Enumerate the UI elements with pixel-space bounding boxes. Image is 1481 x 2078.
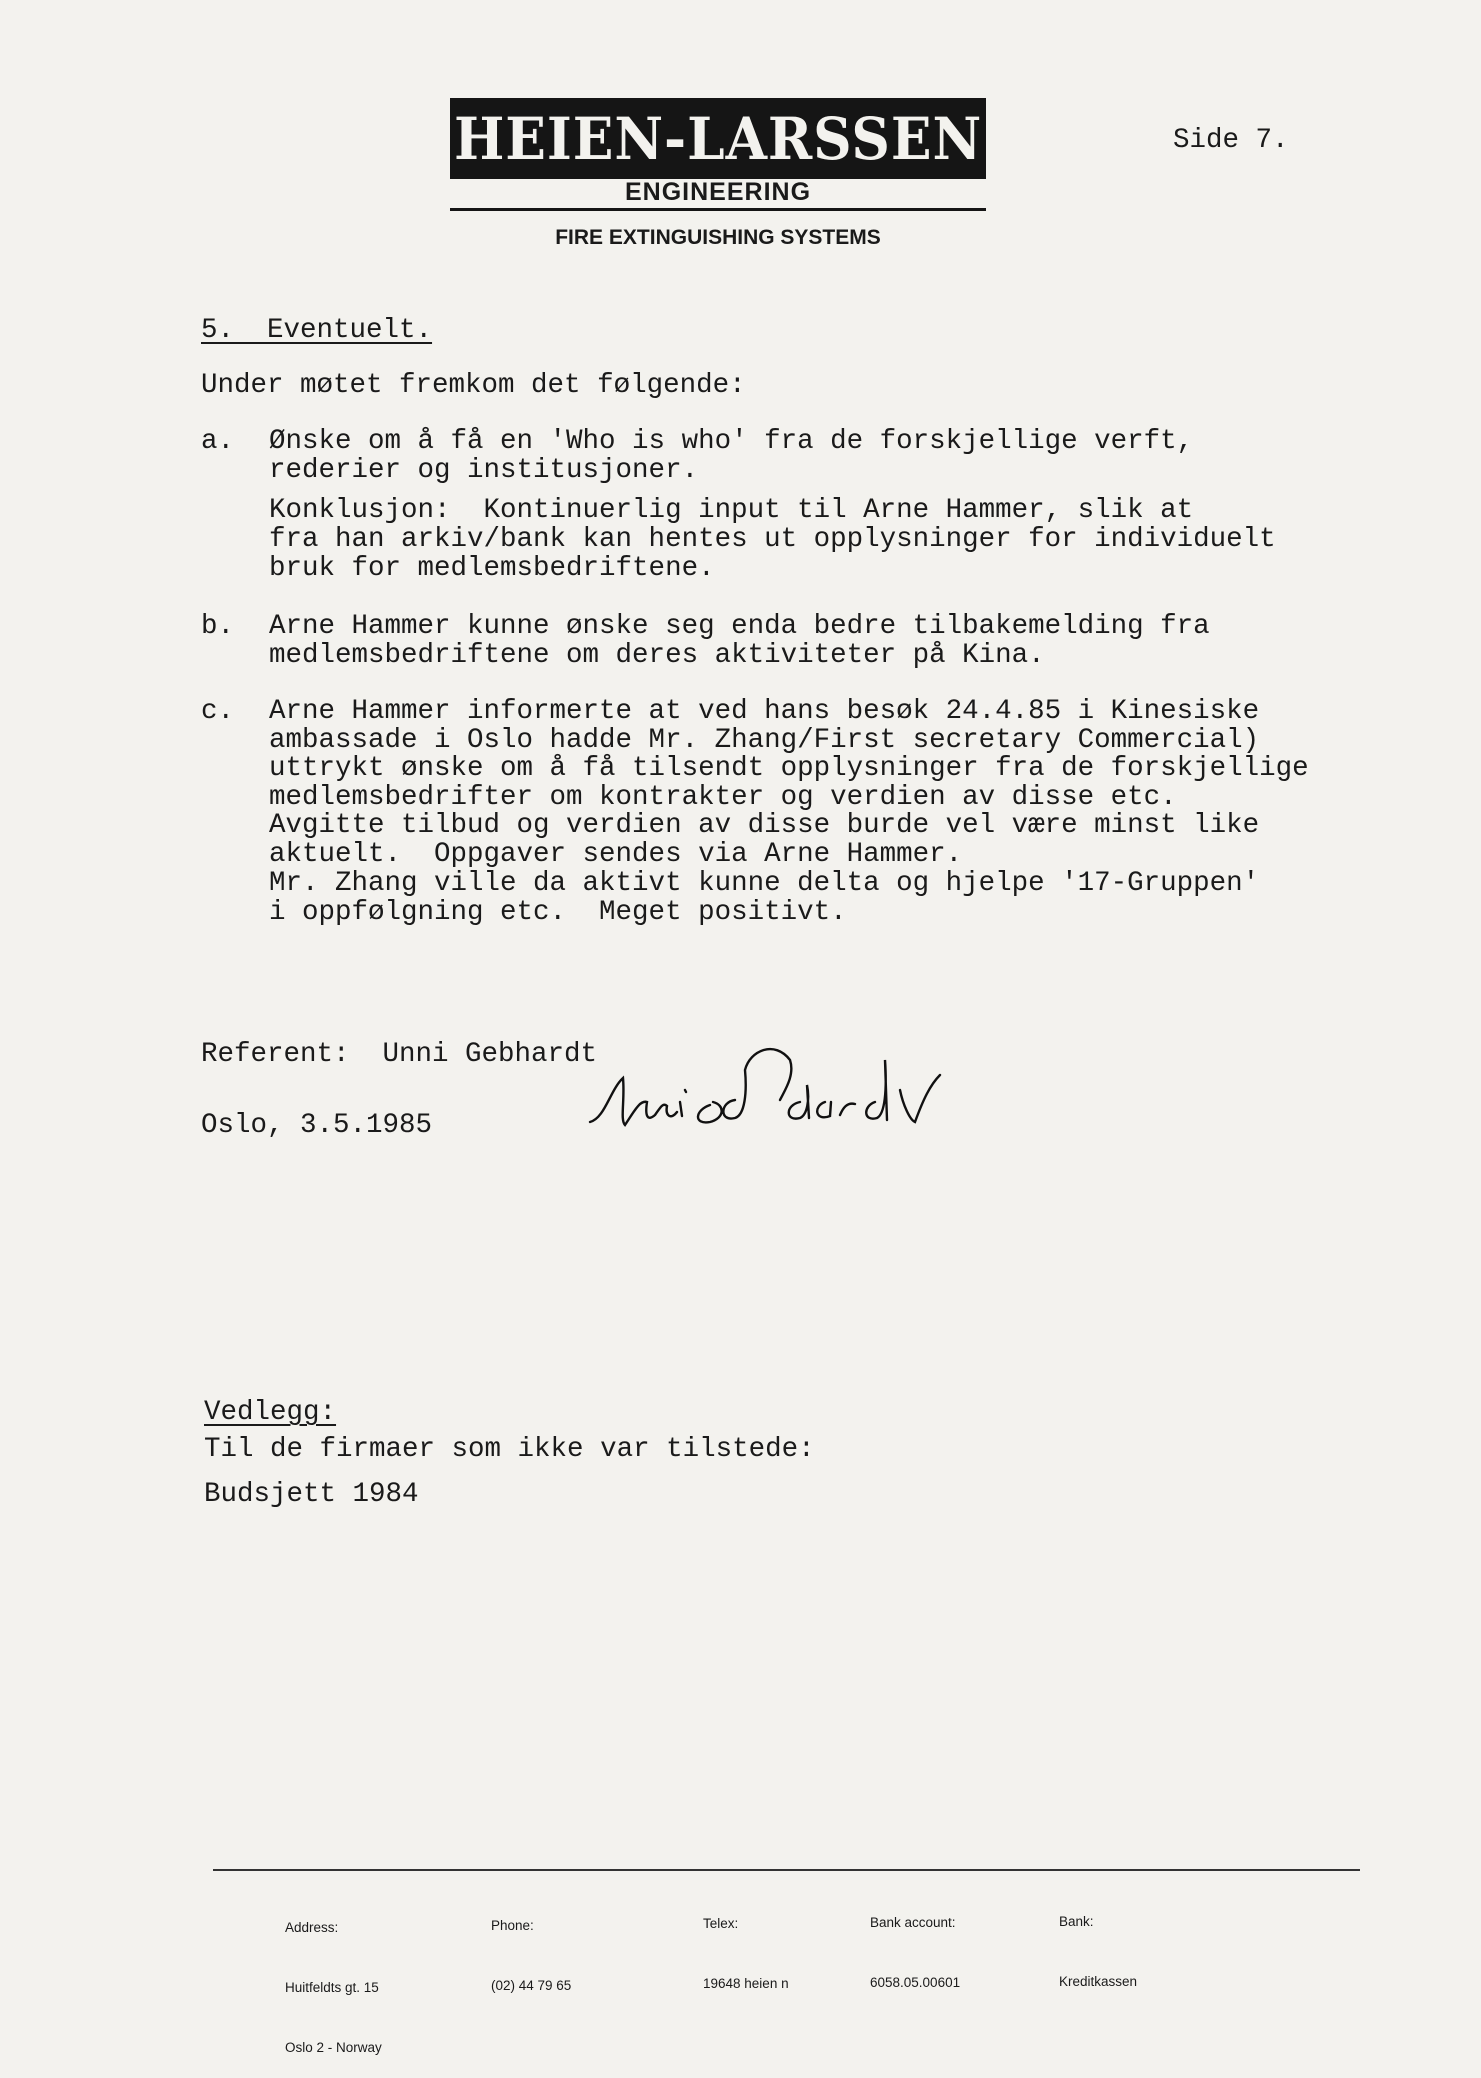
- footer-bank-account: [870, 1873, 960, 2013]
- item-line: Mr. Zhang ville da aktivt kunne delta og hjelpe '17-Gruppen': [269, 868, 1260, 899]
- item-line: rederier og institusjoner.: [269, 455, 699, 486]
- attachment-line: Budsjett 1984: [204, 1479, 419, 1510]
- footer-value: 19648 heien n: [703, 1976, 789, 1991]
- logo-rule: [450, 208, 986, 211]
- conclusion-line: fra han arkiv/bank kan hentes ut opplysninger for individuelt: [269, 524, 1276, 555]
- footer-phone: [491, 1876, 571, 2016]
- item-line: Arne Hammer informerte at ved hans besøk 24.4.85 i Kinesiske: [269, 696, 1260, 727]
- footer-telex: [703, 1874, 789, 2014]
- item-marker: b.: [201, 611, 235, 642]
- footer-label: Bank:: [1059, 1914, 1094, 1929]
- conclusion-line: Konklusjon: Kontinuerlig input til Arne Hammer, slik at: [269, 495, 1194, 526]
- referent: Referent: Unni Gebhardt: [201, 1039, 598, 1070]
- item-line: medlemsbedrifter om kontrakter og verdien av disse etc.: [269, 782, 1177, 813]
- place-date: Oslo, 3.5.1985: [201, 1110, 433, 1141]
- item-line: uttrykt ønske om å få tilsendt opplysninger fra de forskjellige: [269, 753, 1309, 784]
- section-intro: Under møtet fremkom det følgende:: [201, 370, 746, 401]
- item-line: medlemsbedriftene om deres aktiviteter på Kina.: [269, 640, 1045, 671]
- footer-address: [285, 1878, 382, 2078]
- conclusion-line: bruk for medlemsbedriftene.: [269, 553, 715, 584]
- logo-tagline: FIRE EXTINGUISHING SYSTEMS: [555, 226, 881, 249]
- signature: [585, 1030, 1035, 1140]
- footer-label: Address:: [285, 1920, 339, 1935]
- footer-bank: [1059, 1872, 1137, 2012]
- footer-label: Telex:: [703, 1916, 739, 1931]
- page-number: Side 7.: [1173, 125, 1289, 156]
- footer-rule: [213, 1869, 1360, 1871]
- footer-value: Kreditkassen: [1059, 1974, 1138, 1989]
- footer-value: (02) 44 79 65: [491, 1978, 572, 1993]
- attachments-heading: Vedlegg:: [204, 1397, 337, 1428]
- item-line: ambassade i Oslo hadde Mr. Zhang/First secretary Commercial): [269, 725, 1260, 756]
- item-line: Avgitte tilbud og verdien av disse burde vel være minst like: [269, 810, 1260, 841]
- footer-label: Phone:: [491, 1918, 534, 1933]
- attachment-line: Til de firmaer som ikke var tilstede:: [204, 1434, 815, 1465]
- section-heading: 5. Eventuelt.: [201, 315, 433, 346]
- footer-value: 6058.05.00601: [870, 1975, 961, 1990]
- footer-label: Bank account:: [870, 1915, 956, 1930]
- item-line: i oppfølgning etc. Meget positivt.: [269, 897, 847, 928]
- footer-value: Huitfeldts gt. 15: [285, 1980, 379, 1995]
- item-marker: c.: [201, 696, 235, 727]
- item-line: aktuelt. Oppgaver sendes via Arne Hammer.: [269, 839, 963, 870]
- company-logo: [450, 98, 986, 179]
- logo-division: ENGINEERING: [624, 178, 812, 206]
- item-line: Ønske om å få en 'Who is who' fra de forskjellige verft,: [269, 426, 1194, 457]
- logo-company-name: HEIEN-LARSSEN: [453, 104, 983, 173]
- item-line: Arne Hammer kunne ønske seg enda bedre tilbakemelding fra: [269, 611, 1210, 642]
- footer-value: Oslo 2 - Norway: [285, 2040, 382, 2055]
- item-marker: a.: [201, 426, 235, 457]
